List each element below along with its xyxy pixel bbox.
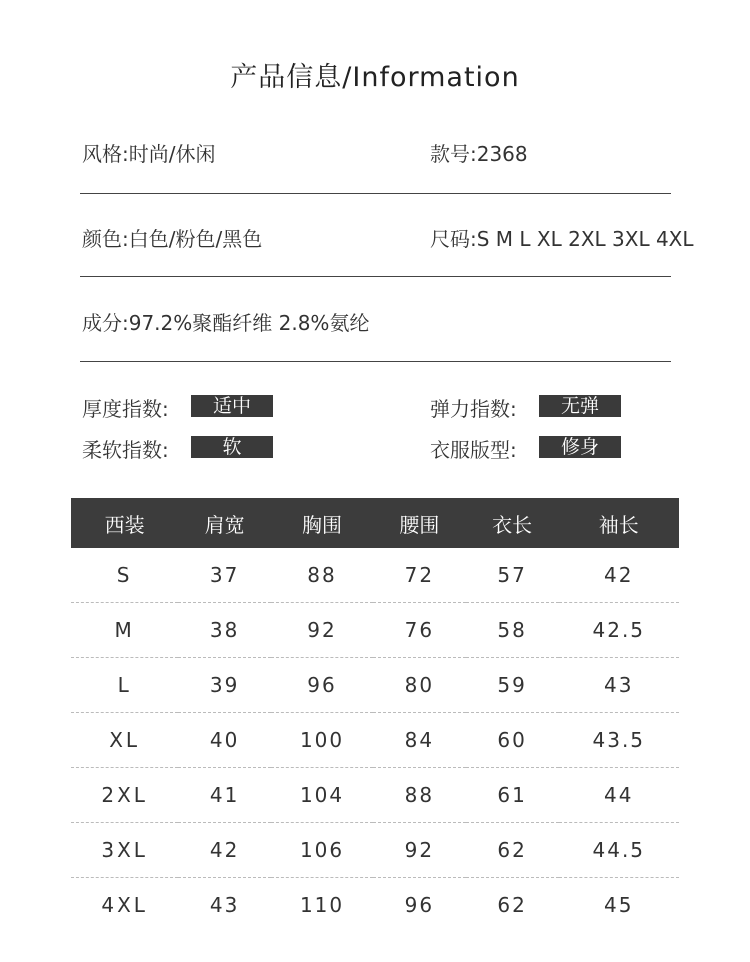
info-row-2 (82, 223, 694, 252)
table-cell: XL (71, 713, 178, 768)
table-cell: 44 (559, 768, 679, 823)
table-cell: 44.5 (559, 823, 679, 878)
table-cell: 106 (271, 823, 373, 878)
header-chest: 胸围 (271, 498, 373, 548)
fit-label: 衣服版型: (430, 438, 517, 462)
table-cell: 57 (466, 548, 559, 603)
thickness-label: 厚度指数: (82, 397, 169, 421)
table-cell: 43 (559, 658, 679, 713)
table-cell: 92 (271, 603, 373, 658)
table-cell: 80 (373, 658, 466, 713)
table-cell: 43.5 (559, 713, 679, 768)
elasticity-badge: 无弹 (539, 395, 621, 417)
table-cell: 76 (373, 603, 466, 658)
table-cell: 45 (604, 893, 634, 917)
size-info: 尺码:S M L XL 2XL 3XL 4XL (430, 227, 694, 251)
table-cell: 41 (178, 768, 271, 823)
table-cell: 96 (271, 658, 373, 713)
table-row (71, 878, 679, 933)
table-cell: 42 (178, 823, 271, 878)
model-info: 款号:2368 (430, 142, 528, 166)
table-cell: 58 (466, 603, 559, 658)
table-cell: 62 (466, 823, 559, 878)
table-row (71, 768, 679, 823)
table-cell: 39 (178, 658, 271, 713)
table-cell: 88 (271, 548, 373, 603)
softness-badge: 软 (191, 436, 273, 458)
size-table (71, 498, 679, 932)
table-cell: 84 (373, 713, 466, 768)
table-cell: M (71, 603, 178, 658)
table-cell: 88 (373, 768, 466, 823)
table-row (71, 603, 679, 658)
table-cell: 110 (299, 893, 345, 917)
table-cell: 92 (373, 823, 466, 878)
table-cell: 43 (209, 893, 240, 917)
table-cell: 59 (466, 658, 559, 713)
table-row (71, 548, 679, 603)
table-cell: 62 (497, 893, 527, 917)
header-sleeve: 袖长 (559, 498, 679, 548)
table-cell: 2XL (71, 768, 178, 823)
table-row (71, 823, 679, 878)
style-info: 风格:时尚/休闲 (82, 142, 216, 166)
divider (80, 193, 671, 194)
softness-label: 柔软指数: (82, 438, 169, 462)
page-title: 产品信息/Information (230, 62, 520, 93)
info-row-1 (82, 138, 672, 167)
table-cell: 4XL (101, 893, 148, 917)
header-size: 西装 (71, 498, 178, 548)
table-row (71, 713, 679, 768)
table-cell: 37 (178, 548, 271, 603)
header-waist: 腰围 (373, 498, 466, 548)
table-cell: L (71, 658, 178, 713)
table-row (71, 658, 679, 713)
table-cell: 38 (178, 603, 271, 658)
table-cell: 42 (559, 548, 679, 603)
table-header-row (71, 498, 679, 548)
info-row-3 (82, 307, 672, 336)
divider (80, 361, 671, 362)
table-cell: 100 (271, 713, 373, 768)
header-shoulder: 肩宽 (178, 498, 271, 548)
table-cell: 104 (271, 768, 373, 823)
fit-badge: 修身 (539, 436, 621, 458)
table-cell: 42.5 (559, 603, 679, 658)
thickness-badge: 适中 (191, 395, 273, 417)
table-cell: 40 (178, 713, 271, 768)
table-cell: 60 (466, 713, 559, 768)
table-cell: 96 (404, 893, 435, 917)
material-info: 成分:97.2%聚酯纤维 2.8%氨纶 (82, 311, 370, 335)
table-cell: 72 (373, 548, 466, 603)
table-cell: S (71, 548, 178, 603)
elasticity-label: 弹力指数: (430, 397, 517, 421)
color-info: 颜色:白色/粉色/黑色 (82, 227, 263, 251)
table-cell: 61 (466, 768, 559, 823)
divider (80, 276, 671, 277)
table-cell: 3XL (71, 823, 178, 878)
header-length: 衣长 (466, 498, 559, 548)
